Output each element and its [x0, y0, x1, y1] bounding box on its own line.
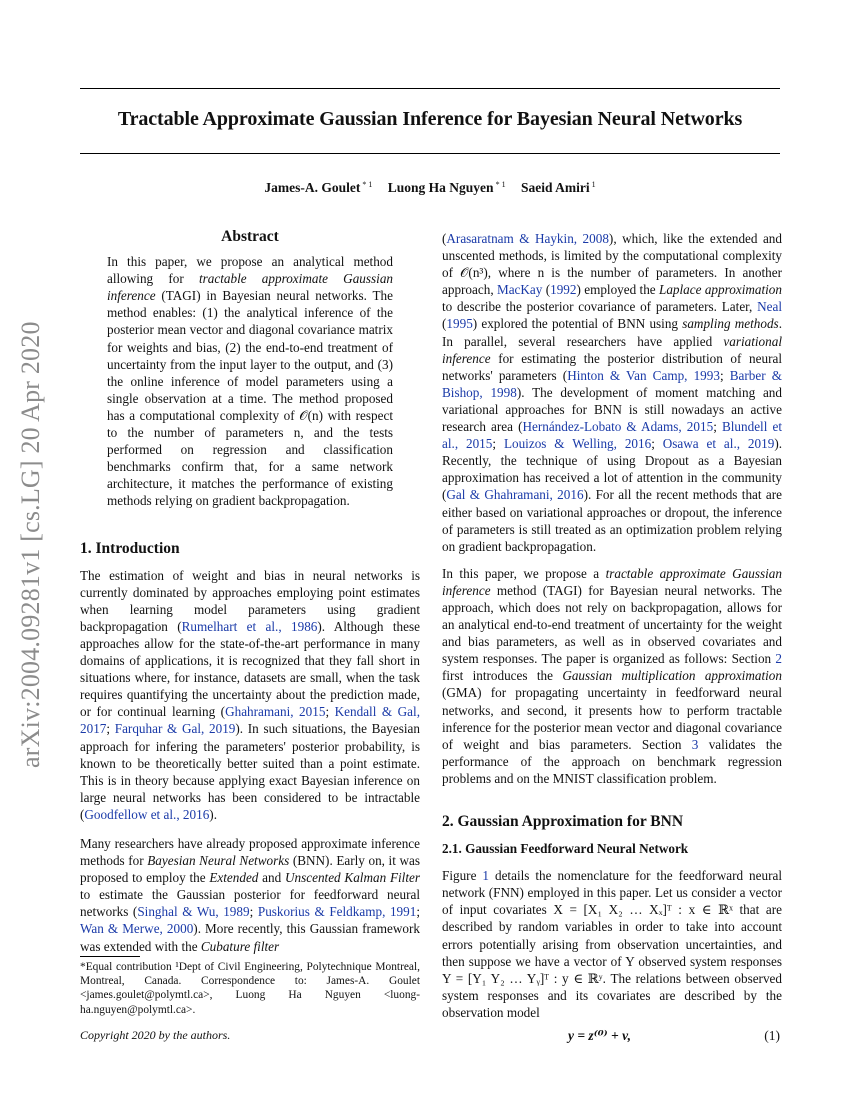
intro-paragraph-3: (Arasaratnam & Haykin, 2008), which, like the extended and unscented methods, is limited by the computational complexity of 𝒪(n³), where n is the number of parameters. In another approach, MacKay (1992) employed the Laplace approximation to describe the posterior covariance of parameters. Later, Neal (1995) explored the potential of BNN using sampling methods. In parallel, several researchers have applied variational inference for estimating the posterior distribution of neural networks' parameters (Hinton & Van Camp, 1993; Barber & Bishop, 1998). The development of moment matching and variational approaches for BNN is still nowadays an active research area (Hernández-Lobato & Adams, 2015; Blundell et al., 2015; Louizos & Welling, 2016; Osawa et al., 2019). Recently, the technique of using Dropout as a Bayesian approximation has received a lot of attention in the community (Gal & Ghahramani, 2016). For all the recent methods that are either based on variational approaches or dropout, the inference of parameters is still treated as an optimization problem relying on gradient backpropagation.: [442, 231, 783, 554]
citation-link[interactable]: Singhal & Wu, 1989: [137, 904, 250, 920]
citation-link[interactable]: Puskorius & Feldkamp, 1991: [257, 904, 417, 920]
left-column: [80, 228, 420, 955]
citation-link[interactable]: Osawa et al., 2019: [662, 436, 775, 452]
right-column: [442, 230, 782, 1021]
subsection-heading-feedforward: 2.1. Gaussian Feedforward Neural Network: [442, 841, 689, 857]
footnote: *Equal contribution ¹Dept of Civil Engineering, Polytechnique Montreal, Montreal, Canada. Correspondence to: James-A. Goulet <james.goulet@polymtl.ca>, Luong Ha Nguyen <luong-ha.nguyen@polymtl.ca>.: [80, 961, 420, 1016]
section-heading-introduction: 1. Introduction: [80, 539, 180, 557]
citation-link[interactable]: Kendall & Gal, 2017: [80, 704, 420, 737]
copyright-notice: Copyright 2020 by the authors.: [80, 1028, 231, 1042]
author: James-A. Goulet $^{* 1}$: [264, 180, 373, 195]
title-rule: [80, 153, 780, 154]
author-list: [80, 180, 780, 196]
citation-link[interactable]: Barber & Bishop, 1998: [442, 367, 782, 400]
abstract-text: In this paper, we propose an analytical method allowing for tractable approximate Gaussian inference (TAGI) in Bayesian neural networks. The method enables: (1) the analytical inference of the posterior mean vector and diagonal covariance matrix for weights and bias, (2) the end-to-end treatment of uncertainty from the input layer to the output, and (3) the online inference of model parameters using a single observation at a time. The method proposed has a computational complexity of 𝒪(n) with respect to the number of parameters n, and the tests performed on regression and classification benchmarks confirm that, for a same network architecture, it matches the performance of existing methods relying on gradient backpropagation.: [107, 254, 394, 509]
intro-paragraph-1: The estimation of weight and bias in neural networks is currently dominated by approaches employing point estimates when learning model parameters using gradient backpropagation (Rumelhart et al., 1986). Although these approaches allow for the state-of-the-art performance in many domains of applications, it is recognized that they fall short in situations where, for instance, datasets are small, when the task requires quantifying the uncertainty about the prediction made, or for continual learning (Ghahramani, 2015; Kendall & Gal, 2017; Farquhar & Gal, 2019). In such situations, the Bayesian approach for infering the parameters' posterior probability, is known to be theoretically better suited than a point estimate. This is in theory because applying exact Bayesian inference on large neural networks has been considered to be intractable (Goodfellow et al., 2016).: [80, 567, 420, 822]
citation-link[interactable]: Rumelhart et al., 1986: [181, 618, 318, 634]
footnote-rule: [80, 956, 140, 957]
arxiv-side-stamp: arXiv:2004.09281v1 [cs.LG] 20 Apr 2020: [16, 321, 45, 769]
citation-link[interactable]: Ghahramani, 2015: [225, 704, 326, 720]
equation-expression: y = z⁽⁰⁾ + v,: [568, 1028, 631, 1043]
citation-link[interactable]: Wan & Merwe, 2000: [80, 921, 194, 937]
section-ref-link[interactable]: 3: [691, 736, 699, 752]
author: Luong Ha Nguyen $^{* 1}$: [387, 180, 506, 195]
citation-link[interactable]: Neal: [757, 299, 782, 315]
citation-link[interactable]: 1995: [446, 316, 473, 332]
author: Saeid Amiri $^1$: [520, 180, 596, 195]
citation-link[interactable]: MacKay: [496, 282, 543, 298]
citation-link[interactable]: Gal & Ghahramani, 2016: [446, 487, 584, 503]
intro-paragraph-4: In this paper, we propose a tractable approximate Gaussian inference method (TAGI) for Bayesian neural networks. The approach, which does not rely on backpropagation, allows for an analytical end-to-end treatment of uncertainty for the weight and bias parameters, as well as in observed covariates and system responses. The paper is organized as follows: Section 2 first introduces the Gaussian multiplication approximation (GMA) for propagating uncertainty in feedforward neural networks, and second, it presents how to perform tractable inference for the posterior mean vector and diagonal covariance of weight and bias parameters. Section 3 validates the performance of the approach on benchmark regression problems and on the MNIST classification problem.: [442, 565, 782, 786]
equation-number: (1): [764, 1028, 780, 1043]
section-ref-link[interactable]: 2: [775, 651, 782, 667]
citation-link[interactable]: Arasaratnam & Haykin, 2008: [446, 231, 609, 246]
abstract-heading: Abstract: [221, 228, 279, 245]
section-heading-gaussian-approximation: 2. Gaussian Approximation for BNN: [442, 813, 684, 830]
citation-link[interactable]: Farquhar & Gal, 2019: [114, 721, 236, 737]
citation-link[interactable]: Louizos & Welling, 2016: [503, 436, 652, 452]
citation-link[interactable]: Goodfellow et al., 2016: [84, 806, 210, 822]
paper-title: Tractable Approximate Gaussian Inference for Bayesian Neural Networks: [117, 108, 743, 130]
top-rule: [80, 88, 780, 89]
figure-ref-link[interactable]: 1: [482, 868, 489, 884]
citation-link[interactable]: 1992: [550, 282, 577, 298]
citation-link[interactable]: Hinton & Van Camp, 1993: [567, 367, 720, 383]
citation-link[interactable]: Blundell et al., 2015: [442, 419, 782, 452]
section-2-paragraph-1: Figure 1 details the nomenclature for the feedforward neural network (FNN) employed in this paper. Let us consider a vector of input covariates X = [X₁ X₂ … Xₓ]ᵀ : x ∈ ℝˣ that are described by random variables in order to take into account errors potentially arising from observation uncertainties, and then suppose we have a vector of Y observed system responses Y = [Y₁ Y₂ … Yᵧ]ᵀ : y ∈ ℝʸ. The relations between observed system responses and its covariates are described by the observation model: [442, 868, 782, 1020]
intro-paragraph-2: Many researchers have already proposed approximate inference methods for Bayesian Neural Networks (BNN). Early on, it was proposed to employ the Extended and Unscented Kalman Filter to estimate the Gaussian posterior for feedforward neural networks (Singhal & Wu, 1989; Puskorius & Feldkamp, 1991; Wan & Merwe, 2000). More recently, this Gaussian framework was extended with the Cubature filter: [80, 836, 420, 954]
citation-link[interactable]: Hernández-Lobato & Adams, 2015: [522, 419, 714, 435]
